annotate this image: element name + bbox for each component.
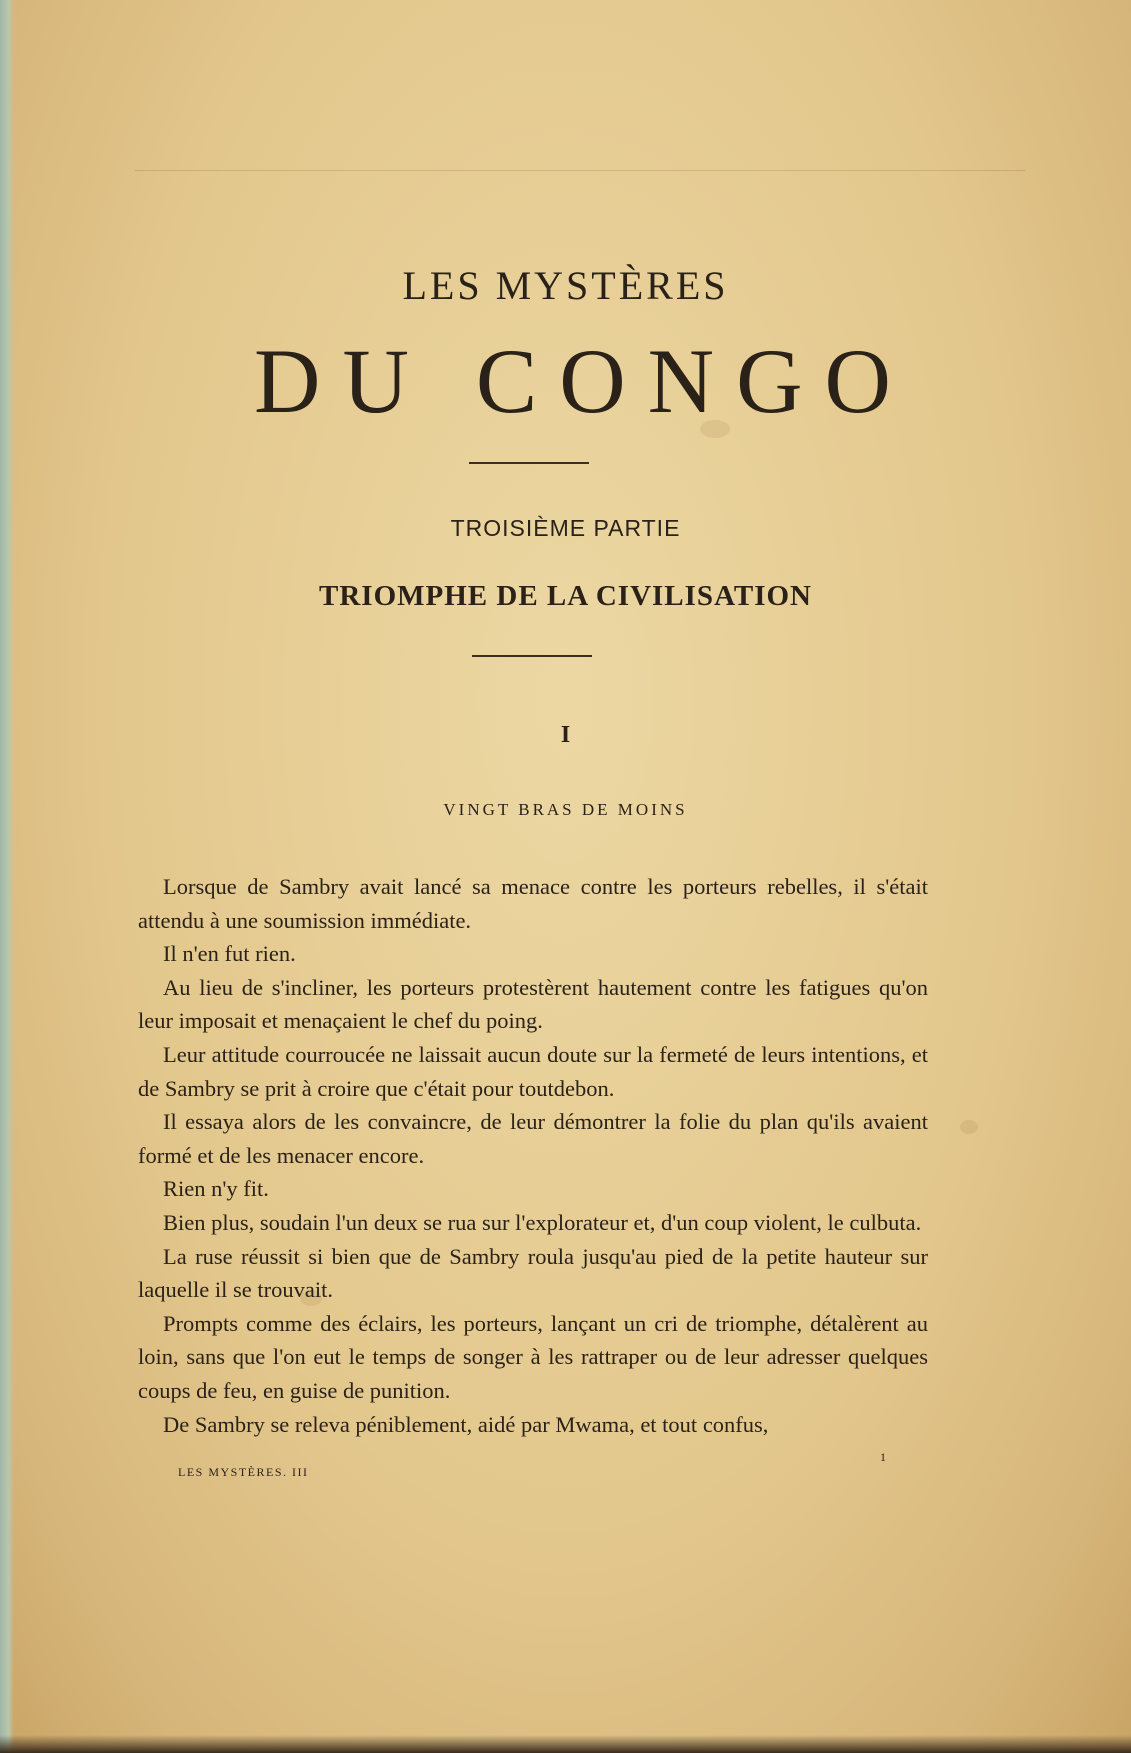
- body-text: [138, 870, 928, 1441]
- running-footer: LES MYSTÈRES. III: [178, 1465, 309, 1479]
- part-subtitle: TRIOMPHE DE LA CIVILISATION: [319, 580, 812, 612]
- chapter-title: VINGT BRAS DE MOINS: [443, 800, 688, 819]
- paragraph: Lorsque de Sambry avait lancé sa menace contre les porteurs rebelles, il s'était attendu à une soumission immédiate.: [138, 874, 928, 933]
- paragraph: Leur attitude courroucée ne laissait aucun doute sur la fermeté de leurs intentions, et de Sambry se prit à croire que c'était pour toutdebon.: [138, 1041, 928, 1101]
- title-big: DU CONGO: [254, 330, 913, 432]
- paragraph: Au lieu de s'incliner, les porteurs protestèrent hautement contre les fatigues qu'on leur imposait et menaçaient le chef du poing.: [138, 974, 928, 1034]
- paragraph: Prompts comme des éclairs, les porteurs, lançant un cri de triomphe, détalèrent au loin, sans que l'on eut le temps de songer à les rattraper ou de leur adresser quelques coups de feu, en guise de punition.: [138, 1310, 928, 1403]
- part-heading: TROISIÈME PARTIE: [450, 515, 681, 541]
- paragraph: Il n'en fut rien.: [163, 941, 296, 967]
- title-divider: [469, 462, 589, 464]
- paragraph: Il essaya alors de les convaincre, de leur démontrer la folie du plan qu'ils avaient formé et de les menacer encore.: [138, 1109, 928, 1168]
- title-small: LES MYSTÈRES: [402, 263, 729, 308]
- chapter-number: I: [560, 722, 571, 748]
- paragraph: Rien n'y fit.: [163, 1176, 269, 1202]
- page-shadow: [0, 1735, 1131, 1753]
- faint-rule: [135, 170, 1025, 171]
- signature-mark: 1: [880, 1450, 886, 1464]
- paragraph: De Sambry se releva péniblement, aidé par Mwama, et tout confus,: [163, 1411, 769, 1437]
- subtitle-divider: [472, 655, 592, 657]
- paragraph: La ruse réussit si bien que de Sambry roula jusqu'au pied de la petite hauteur sur laquelle il se trouvait.: [138, 1243, 928, 1303]
- paragraph: Bien plus, soudain l'un deux se rua sur l'explorateur et, d'un coup violent, le culbuta.: [163, 1209, 922, 1235]
